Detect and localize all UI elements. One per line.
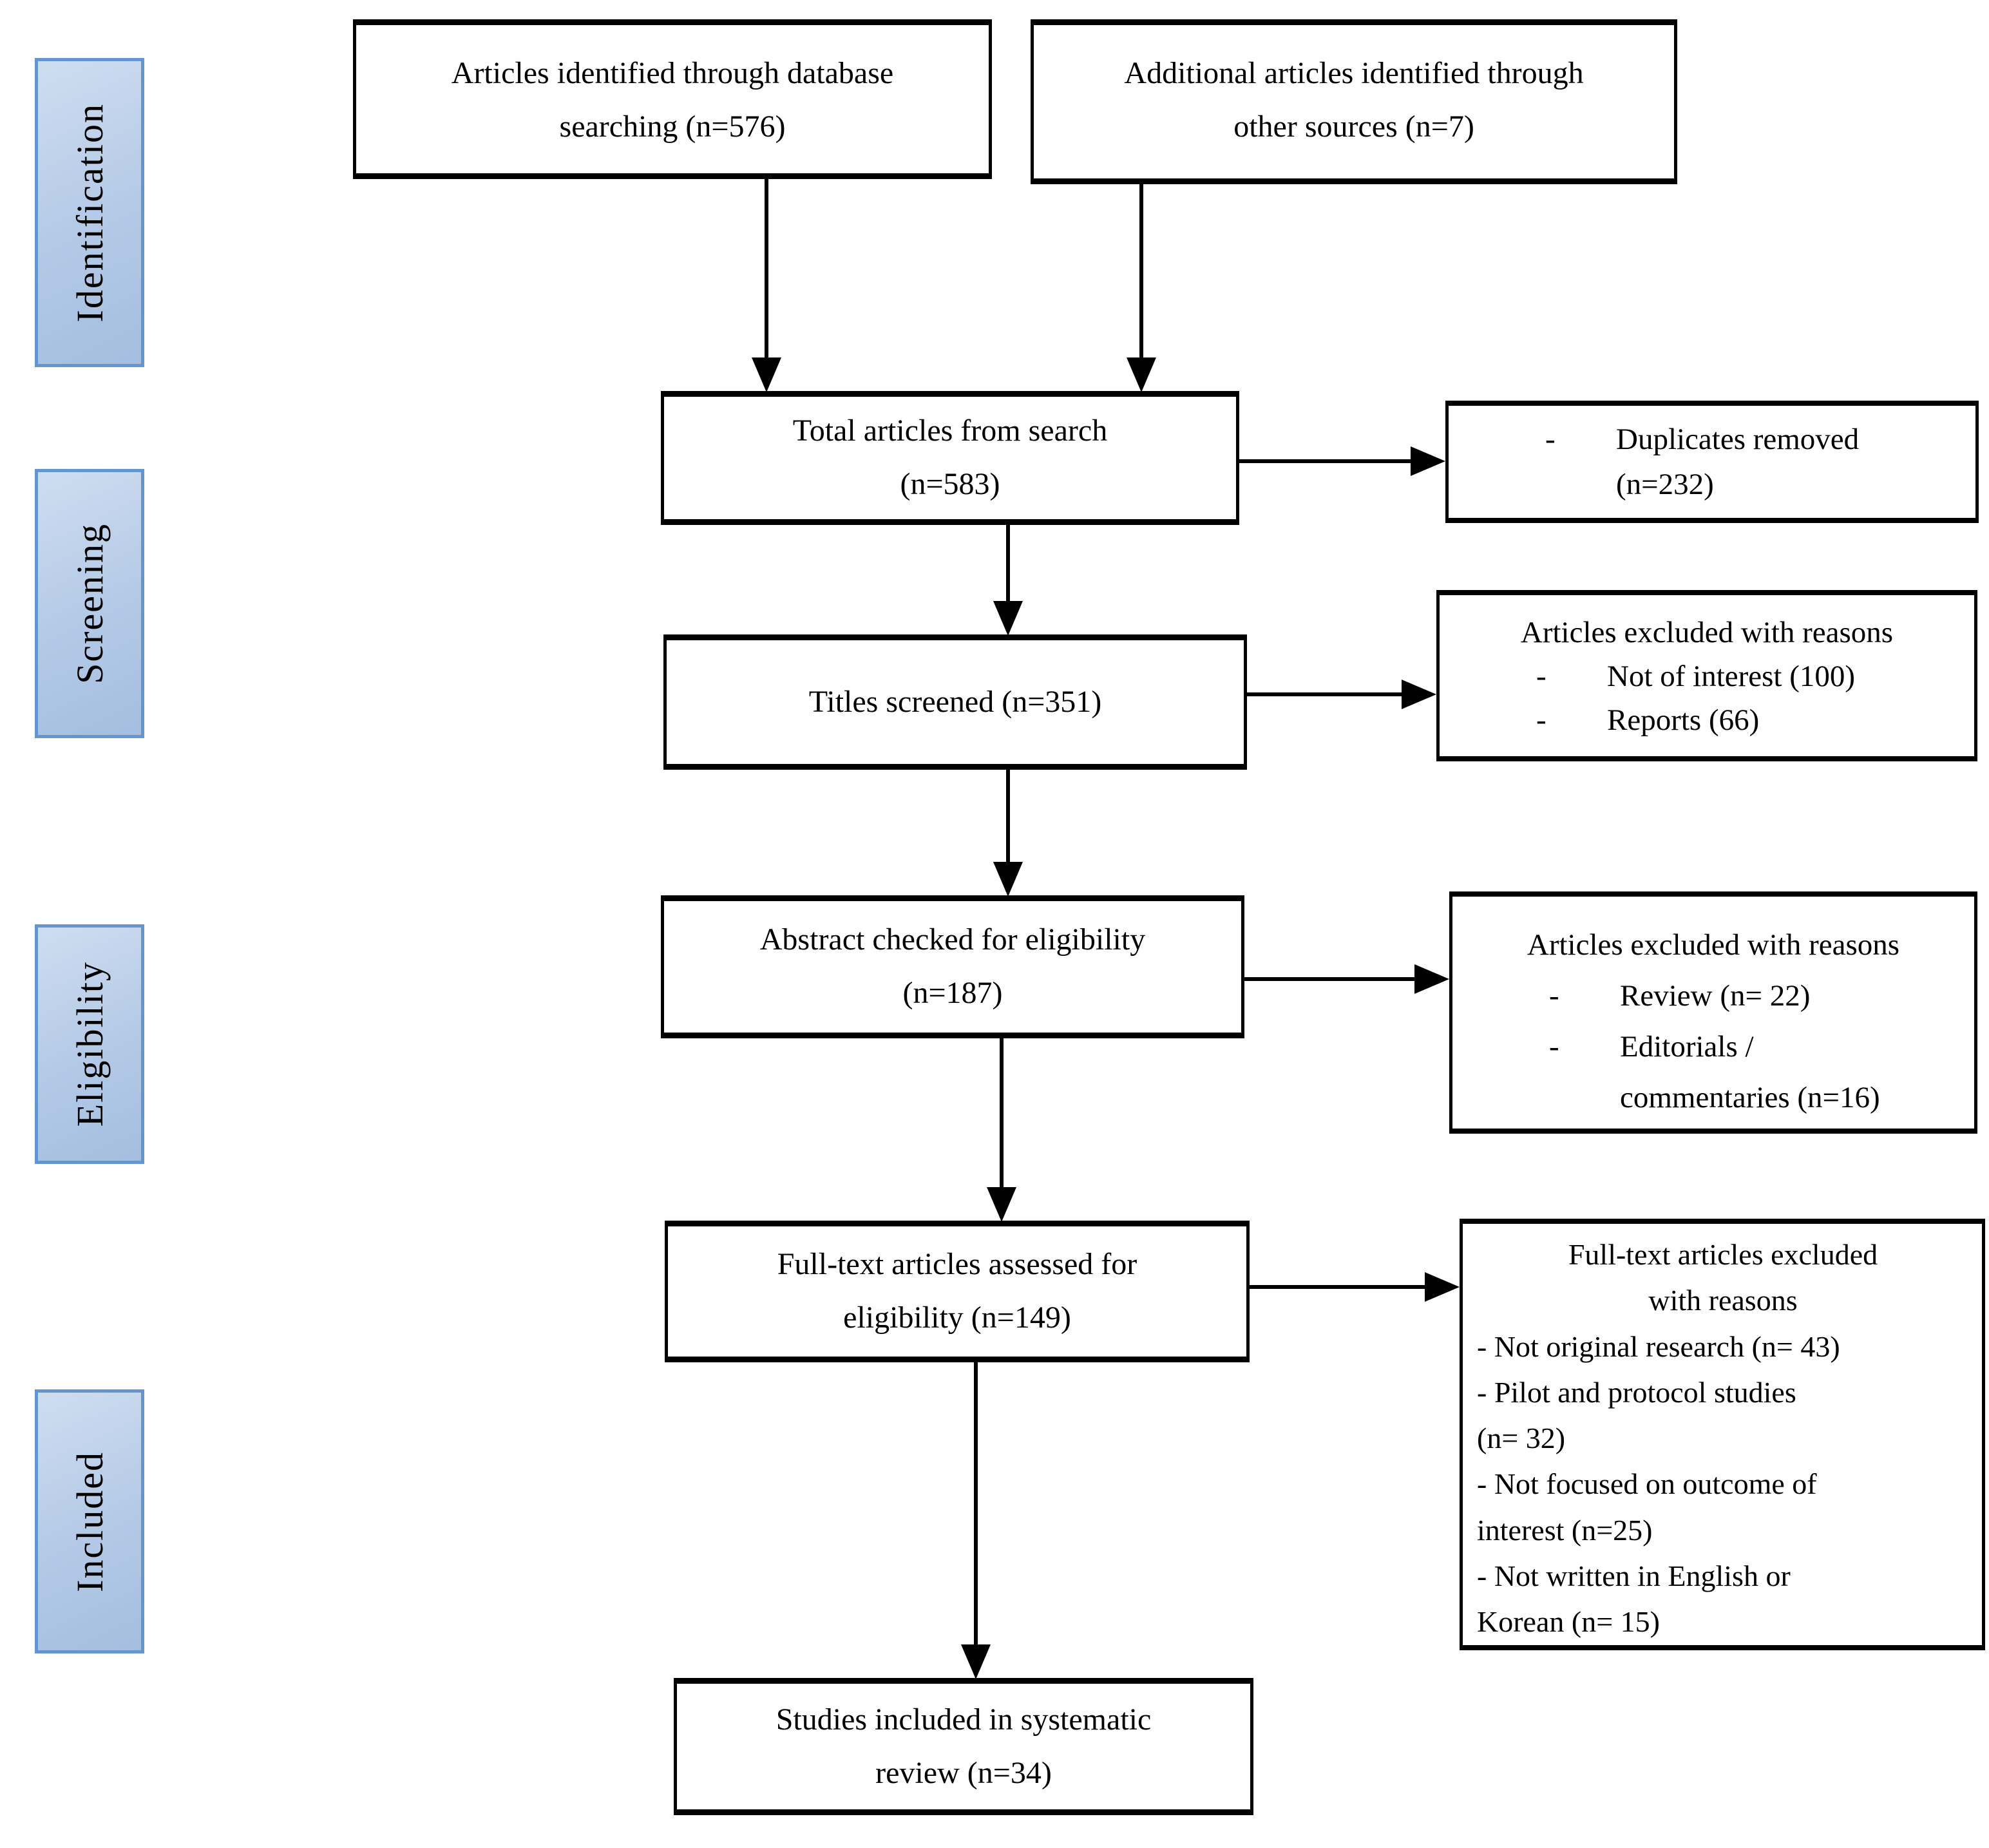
exclusion-line: interest (n=25)	[1477, 1513, 1653, 1547]
arrowhead-titles-to-abstract	[993, 862, 1023, 897]
exclusion-line: Reports (66)	[1607, 703, 1760, 738]
arrowhead-db-to-total	[752, 357, 781, 392]
stage-identification	[35, 58, 144, 367]
arrowhead-titles-to-excluded	[1402, 680, 1436, 709]
dash-bullet: -	[1549, 978, 1559, 1013]
box-studies-included	[674, 1678, 1253, 1815]
box-line: other sources (n=7)	[1233, 109, 1474, 144]
arrowhead-abstract-to-excluded	[1414, 964, 1449, 994]
box-total-articles	[661, 391, 1239, 525]
exclusion-line: Korean (n= 15)	[1477, 1605, 1660, 1639]
stage-eligibility	[35, 924, 144, 1164]
stage-included	[35, 1389, 144, 1653]
box-fulltext-assessed	[665, 1221, 1250, 1362]
arrow-line-total-to-titles	[1006, 525, 1010, 605]
box-line: Abstract checked for eligibility	[759, 922, 1146, 957]
box-excluded-titles	[1436, 590, 1977, 761]
arrow-line-titles-to-excluded	[1247, 692, 1404, 696]
exclusion-item	[1440, 698, 1974, 742]
exclusion-line: - Not original research (n= 43)	[1477, 1329, 1840, 1363]
box-line: Additional articles identified through	[1124, 56, 1584, 90]
box-articles-identified-db	[353, 19, 992, 179]
arrowhead-abstract-to-fulltext	[987, 1187, 1016, 1222]
exclusion-title-line: Full-text articles excluded	[1568, 1238, 1878, 1271]
exclusion-title: Articles excluded with reasons	[1520, 616, 1894, 649]
exclusion-item	[1452, 1022, 1974, 1123]
stage-screening	[35, 469, 144, 738]
box-line: Titles screened (n=351)	[808, 684, 1102, 719]
arrowhead-total-to-duplicates	[1411, 446, 1445, 476]
arrow-line-titles-to-abstract	[1006, 770, 1010, 865]
box-line: eligibility (n=149)	[843, 1300, 1071, 1335]
exclusion-line: Duplicates removed	[1616, 422, 1860, 456]
box-articles-identified-other	[1031, 19, 1677, 184]
arrow-line-db-to-total	[765, 179, 768, 362]
exclusion-title-line: with reasons	[1648, 1284, 1798, 1317]
arrow-line-total-to-duplicates	[1239, 459, 1413, 463]
box-duplicates-removed	[1445, 401, 1979, 523]
box-line: Full-text articles assessed for	[777, 1247, 1137, 1282]
box-line: review (n=34)	[875, 1755, 1052, 1790]
exclusion-line: (n=232)	[1616, 468, 1714, 501]
arrow-line-abstract-to-fulltext	[1000, 1038, 1004, 1190]
arrow-line-other-to-total	[1139, 184, 1143, 362]
box-excluded-abstract	[1449, 891, 1977, 1134]
stage-eligibility-label: Eligibility	[68, 961, 111, 1127]
exclusion-line: Not of interest (100)	[1607, 660, 1856, 694]
dash-bullet: -	[1536, 660, 1546, 694]
stage-identification-label: Identification	[68, 102, 111, 323]
box-line: Articles identified through database	[451, 56, 894, 90]
box-line: searching (n=576)	[559, 109, 786, 144]
box-line: Studies included in systematic	[776, 1702, 1152, 1737]
arrow-line-abstract-to-excluded	[1244, 977, 1417, 981]
arrowhead-total-to-titles	[993, 601, 1023, 636]
dash-bullet: -	[1545, 422, 1556, 456]
exclusion-line: Editorials /	[1620, 1029, 1754, 1063]
box-titles-screened	[663, 634, 1247, 770]
arrowhead-other-to-total	[1127, 357, 1156, 392]
box-line: (n=187)	[902, 976, 1003, 1010]
exclusion-item	[1452, 971, 1974, 1022]
exclusion-item	[1440, 654, 1974, 698]
exclusion-line: - Not written in English or	[1477, 1559, 1791, 1593]
exclusion-line: - Pilot and protocol studies	[1477, 1375, 1796, 1409]
exclusion-line: Review (n= 22)	[1620, 978, 1811, 1013]
box-line: (n=583)	[900, 467, 1000, 501]
box-line: Total articles from search	[792, 414, 1108, 448]
arrowhead-fulltext-to-excluded	[1425, 1272, 1460, 1302]
box-excluded-fulltext	[1460, 1219, 1985, 1650]
stage-screening-label: Screening	[68, 523, 111, 684]
exclusion-title: Articles excluded with reasons	[1527, 928, 1900, 962]
box-abstract-checked	[661, 895, 1244, 1038]
exclusion-line: (n= 32)	[1477, 1422, 1566, 1455]
stage-included-label: Included	[68, 1451, 111, 1592]
dash-bullet: -	[1549, 1029, 1559, 1063]
exclusion-item	[1449, 417, 1975, 508]
dash-bullet: -	[1536, 703, 1546, 738]
exclusion-line: - Not focused on outcome of	[1477, 1467, 1817, 1501]
arrow-line-fulltext-to-excluded	[1250, 1285, 1427, 1289]
exclusion-line: commentaries (n=16)	[1620, 1080, 1880, 1114]
arrow-line-fulltext-to-included	[974, 1362, 978, 1647]
arrowhead-fulltext-to-included	[961, 1644, 991, 1679]
